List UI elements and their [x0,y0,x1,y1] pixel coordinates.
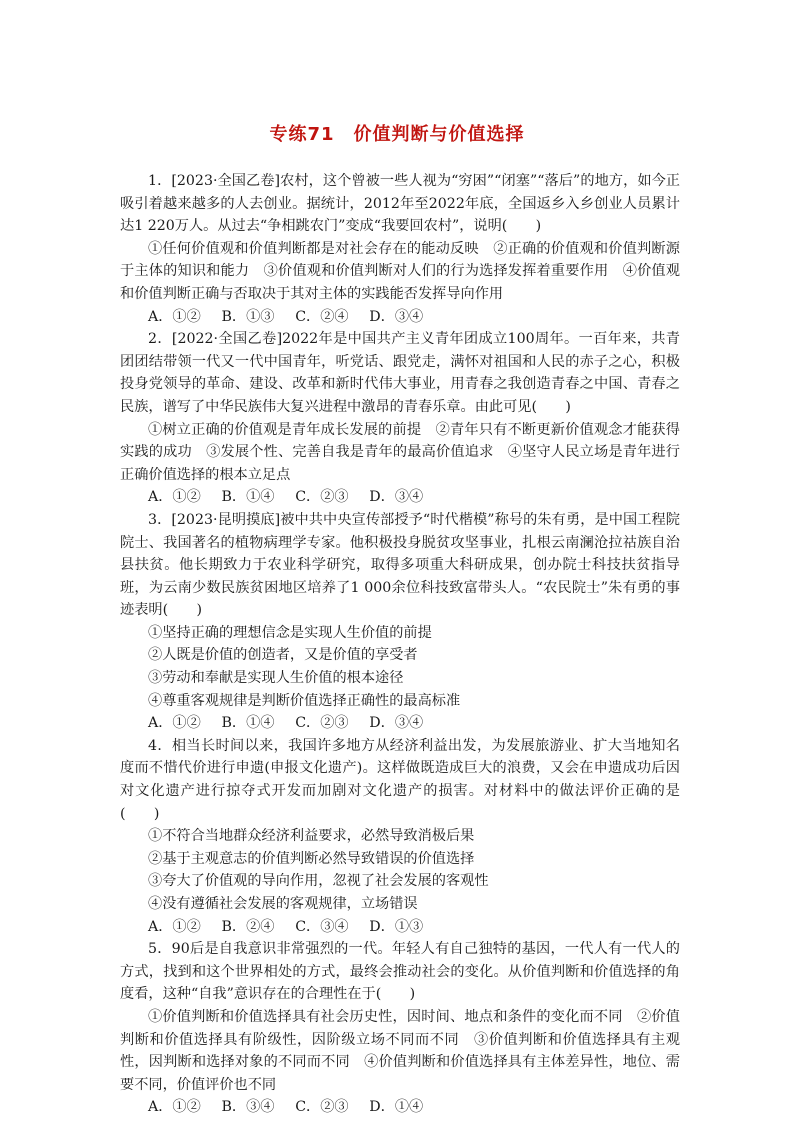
question-4-option: ④没有遵循社会发展的客观规律，立场错误 [148,896,418,912]
question-4-stem: 4．相当长时间以来，我国许多地方从经济利益出发，为发展旅游业、扩大当地知名度而不惜代价进行申遗(申报文化遗产)。这样做既造成巨大的浪费，又会在申遗成功后因对文化遗产进行掠夺式开发而加剧对文化遗产的损害。对材料中的做法评价正确的是( ) [120,737,680,822]
question-1-stem: 1．[2023·全国乙卷]农村，这个曾被一些人视为“穷困”“闭塞”“落后”的地方，如今正吸引着越来越多的人去创业。据统计，2012年至2022年底，全国返乡入乡创业人员累计达1 220万人。从过去“争相跳农门”变成“我要回农村”，说明( ) [120,173,680,235]
question-5-choices: A．①② B．③④ C．②③ D．①④ [148,1099,424,1116]
question-3-option: ③劳动和奉献是实现人生价值的根本途径 [148,670,404,687]
question-2-stem: 2．[2022·全国乙卷]2022年是中国共产主义青年团成立100周年。一百年来，共青团团结带领一代又一代中国青年，听党话、跟党走，满怀对祖国和人民的赤子之心，积极投身党领导的革命、建设、改革和新时代伟大事业，用青春之我创造青春之中国、青春之民族，谱写了中华民族伟大复兴进程中激昂的青春乐章。由此可见( ) [120,331,680,415]
question-2-statements: ①树立正确的价值观是青年成长发展的前提 ②青年只有不断更新价值观念才能获得实践的成功 ③发展个性、完善自我是青年的最高价值追求 ④坚守人民立场是青年进行正确价值选择的根本立足点 [120,421,680,483]
question-3-option: ②人既是价值的创造者，又是价值的享受者 [148,647,418,664]
question-4-choices: A．①② B．②④ C．③④ D．①③ [148,918,424,935]
question-3-option: ①坚持正确的理想信念是实现人生价值的前提 [148,624,432,641]
question-2-choices: A．①② B．①④ C．②③ D．③④ [148,489,424,506]
question-3-stem: 3．[2023·昆明摸底]被中共中央宣传部授予“时代楷模”称号的朱有勇，是中国工程院院士、我国著名的植物病理学专家。他积极投身脱贫攻坚事业，扎根云南澜沧拉祜族自治县扶贫。他长期致力于农业科学研究，取得多项重大科研成果，创办院士科技扶贫指导班，为云南少数民族贫困地区培养了1 000余位科技致富带头人。“农民院士”朱有勇的事迹表明( ) [120,511,680,619]
question-5-statements: ①价值判断和价值选择具有社会历史性，因时间、地点和条件的变化而不同 ②价值判断和价值选择具有阶级性，因阶级立场不同而不同 ③价值判断和价值选择具有主观性，因判断和选择对象的不同而不同 ④价值判断和价值选择具有主体差异性，地位、需要不同，价值评价也不同 [120,1008,680,1093]
page-title: 专练71 价值判断与价值选择 [269,124,525,145]
question-1-choices: A．①② B．①③ C．②④ D．③④ [148,308,424,325]
question-4-option: ②基于主观意志的价值判断必然导致错误的价值选择 [148,850,475,867]
question-3-choices: A．①② B．①④ C．②③ D．③④ [148,715,424,732]
question-1-statements: ①任何价值观和价值判断都是对社会存在的能动反映 ②正确的价值观和价值判断源于主体的知识和能力 ③价值观和价值判断对人们的行为选择发挥着重要作用 ④价值观和价值判断正确与否取决于其对主体的实践能否发挥导向作用 [120,240,680,302]
question-3-option: ④尊重客观规律是判断价值选择正确性的最高标准 [148,692,461,709]
question-4-option: ①不符合当地群众经济利益要求，必然导致消极后果 [148,828,475,845]
question-list [120,170,680,1119]
question-4-option: ③夸大了价值观的导向作用，忽视了社会发展的客观性 [148,873,489,890]
question-5-stem: 5．90后是自我意识非常强烈的一代。年轻人有自己独特的基因，一代人有一代人的方式，找到和这个世界相处的方式，最终会推动社会的变化。从价值判断和价值选择的角度看，这种“自我”意识存在的合理性在于( ) [120,941,680,1003]
